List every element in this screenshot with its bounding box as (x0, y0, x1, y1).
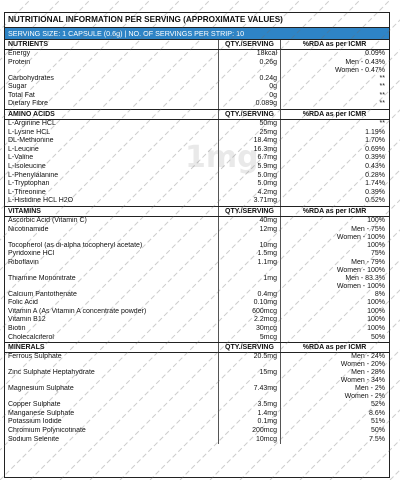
nutrient-rda (280, 50, 389, 59)
nutrition-table (4, 12, 390, 478)
nutrient-rda (280, 436, 389, 445)
nutrient-rda (280, 226, 389, 242)
nutrient-qty: 0.089g (218, 100, 280, 109)
col-rda-header: %RDA as per ICMR (280, 40, 389, 49)
nutrient-rda (280, 146, 389, 155)
table-row (5, 83, 389, 92)
table-row (5, 189, 389, 198)
table-sections (5, 39, 389, 444)
nutrient-name: L-Histidine HCL H2O (8, 197, 74, 205)
rda-line: 100% (367, 216, 385, 224)
nutrient-name: Cholecalciferol (8, 333, 54, 341)
nutrient-name: Biotin (8, 325, 26, 333)
nutrient-qty: 7.43mg (218, 385, 280, 401)
table-row (5, 226, 389, 242)
nutrient-name: L-Isoleucine (8, 162, 46, 170)
nutrient-name: Manganese Sulphate (8, 409, 75, 417)
table-row (5, 401, 389, 410)
table-row (5, 353, 389, 369)
nutrient-qty: 18kcal (218, 50, 280, 59)
nutrient-rda (280, 100, 389, 109)
nutrient-name: Tocopherol (as di-alpha tocopheryl acetate) (8, 241, 143, 249)
nutrient-qty: 6.7mg (218, 154, 280, 163)
nutrient-name: Vitamin A (As Vitamin A concentrate powder) (8, 307, 147, 315)
rda-line: Men - 28% (351, 369, 385, 377)
rda-line: 8% (374, 290, 385, 298)
nutrient-name: L-Leucine (8, 145, 39, 153)
section-header (5, 343, 389, 353)
rda-line: 50% (370, 427, 385, 435)
section-2 (5, 206, 389, 342)
table-row (5, 334, 389, 343)
nutrient-qty: 10mg (218, 242, 280, 251)
col-qty-header: QTY./SERVING (218, 343, 280, 352)
nutrient-rda (280, 353, 389, 369)
rda-line: 0.52% (365, 197, 385, 205)
nutrient-rda (280, 385, 389, 401)
col-name-header: MINERALS (8, 344, 45, 352)
rda-line: Women - 100% (336, 282, 385, 290)
table-row (5, 316, 389, 325)
nutrient-rda (280, 410, 389, 419)
nutrient-qty: 20.5mg (218, 353, 280, 369)
nutrient-rda (280, 92, 389, 101)
rda-line: 0.28% (365, 171, 385, 179)
nutrient-qty: 5mcg (218, 334, 280, 343)
nutrient-qty: 1.1mg (218, 259, 280, 275)
nutrient-rda (280, 369, 389, 385)
nutrient-rda (280, 401, 389, 410)
table-row (5, 92, 389, 101)
nutrient-rda (280, 250, 389, 259)
rda-line: ** (379, 100, 385, 108)
table-row (5, 100, 389, 109)
table-row (5, 197, 389, 206)
section-header (5, 40, 389, 50)
nutrient-rda (280, 163, 389, 172)
col-name-header: AMINO ACIDS (8, 110, 55, 118)
table-row (5, 259, 389, 275)
nutrient-qty: 0.10mg (218, 299, 280, 308)
rda-line: ** (379, 91, 385, 99)
rda-line: Men - 79% (351, 258, 385, 266)
nutrient-name: Sugar (8, 83, 27, 91)
col-rda-header: %RDA as per ICMR (280, 343, 389, 352)
nutrient-name: DL-Methionine (8, 137, 54, 145)
nutrient-qty: 2.2mcg (218, 316, 280, 325)
nutrient-qty: 10mcg (218, 436, 280, 445)
rda-line: Men - 24% (351, 353, 385, 361)
nutrient-qty: 1.5mg (218, 250, 280, 259)
nutrient-name: Calcium Pantothenate (8, 290, 77, 298)
nutrient-rda (280, 299, 389, 308)
table-row (5, 129, 389, 138)
table-row (5, 308, 389, 317)
nutrient-name: Magnesium Sulphate (8, 385, 74, 393)
nutrient-name: L-Phenylalanine (8, 171, 59, 179)
rda-line: 1.19% (365, 128, 385, 136)
col-qty-header: QTY./SERVING (218, 40, 280, 49)
nutrient-name: Dietary Fibre (8, 100, 49, 108)
nutrient-name: L-Lysine HCL (8, 128, 51, 136)
nutrient-name: Total Fat (8, 91, 35, 99)
rda-line: Women - 2% (344, 393, 385, 401)
col-qty-header: QTY./SERVING (218, 207, 280, 216)
nutrient-qty: 5.0mg (218, 180, 280, 189)
nutrient-rda (280, 418, 389, 427)
table-row (5, 410, 389, 419)
nutrient-rda (280, 137, 389, 146)
nutrient-qty: 0.4mg (218, 291, 280, 300)
nutrient-name: L-Tryptophan (8, 180, 50, 188)
nutrient-qty: 0g (218, 92, 280, 101)
nutrient-rda (280, 75, 389, 84)
nutrient-qty: 0g (218, 83, 280, 92)
nutrient-qty: 12mg (218, 226, 280, 242)
nutrient-name: L-Arginine HCL (8, 119, 56, 127)
col-rda-header: %RDA as per ICMR (280, 207, 389, 216)
rda-line: ** (379, 119, 385, 127)
nutrient-name: Vitamin B12 (8, 316, 46, 324)
rda-line: 51% (370, 418, 385, 426)
nutrient-rda (280, 242, 389, 251)
rda-line: 75% (370, 250, 385, 258)
nutrient-rda (280, 291, 389, 300)
rda-line: 0.43% (365, 162, 385, 170)
table-row (5, 250, 389, 259)
nutrient-rda (280, 83, 389, 92)
rda-line: ** (379, 74, 385, 82)
nutrient-name: Pyridoxine HCl (8, 250, 55, 258)
table-row (5, 299, 389, 308)
rda-line: Women - 20% (340, 361, 385, 369)
nutrient-rda (280, 334, 389, 343)
table-row (5, 325, 389, 334)
nutrient-qty: 50mg (218, 120, 280, 129)
rda-line: Men - 75% (351, 225, 385, 233)
nutrient-qty: 5.0mg (218, 172, 280, 181)
table-row (5, 242, 389, 251)
rda-line: 100% (367, 325, 385, 333)
rda-line: 52% (370, 401, 385, 409)
serving-size-band: SERVING SIZE: 1 CAPSULE (0.6g) | NO. OF SERVINGS PER STRIP: 10 (5, 28, 389, 39)
rda-line: 0.09% (365, 50, 385, 57)
section-header (5, 110, 389, 120)
rda-line: 100% (367, 241, 385, 249)
nutrient-name: Protein (8, 58, 31, 66)
nutrient-rda (280, 154, 389, 163)
table-row (5, 385, 389, 401)
nutrient-name: L-Valine (8, 154, 34, 162)
col-qty-header: QTY./SERVING (218, 110, 280, 119)
col-name-header: VITAMINS (8, 207, 41, 215)
rda-line: 0.39% (365, 188, 385, 196)
nutrient-qty: 5.9mg (218, 163, 280, 172)
rda-line: Women - 0.47% (334, 66, 385, 74)
table-row (5, 291, 389, 300)
nutrient-rda (280, 59, 389, 75)
nutrient-rda (280, 308, 389, 317)
nutrient-qty: 0.24g (218, 75, 280, 84)
nutrient-qty: 0.26g (218, 59, 280, 75)
nutrient-qty: 200mcg (218, 427, 280, 436)
section-0 (5, 39, 389, 109)
nutrient-name: Zinc Sulphate Heptahydrate (8, 369, 95, 377)
col-name-header: NUTRIENTS (8, 41, 49, 48)
nutrient-rda (280, 189, 389, 198)
table-title: NUTRITIONAL INFORMATION PER SERVING (APPROXIMATE VALUES) (5, 13, 389, 28)
rda-line: 0.39% (365, 154, 385, 162)
nutrient-qty: 30mcg (218, 325, 280, 334)
rda-line: Women - 34% (340, 377, 385, 385)
rda-line: 1.74% (365, 180, 385, 188)
rda-line: ** (379, 83, 385, 91)
table-row (5, 120, 389, 129)
nutrient-qty: 0.1mg (218, 418, 280, 427)
nutrient-qty: 1.4mg (218, 410, 280, 419)
section-header (5, 207, 389, 217)
nutrient-qty: 600mcg (218, 308, 280, 317)
table-row (5, 369, 389, 385)
table-row (5, 75, 389, 84)
nutrient-name: Folic Acid (8, 299, 38, 307)
rda-line: 8.6% (369, 409, 385, 417)
nutrient-rda (280, 120, 389, 129)
nutrient-name: Ferrous Sulphate (8, 353, 62, 361)
table-row (5, 436, 389, 445)
nutrient-name: Carbohydrates (8, 74, 54, 82)
nutrient-name: Energy (8, 50, 31, 57)
nutrient-rda (280, 197, 389, 206)
rda-line: 7.5% (369, 435, 385, 443)
rda-line: 100% (367, 307, 385, 315)
nutrient-qty: 3.71mg (218, 197, 280, 206)
nutrient-name: Copper Sulphate (8, 401, 61, 409)
nutrient-name: Riboflavin (8, 258, 39, 266)
nutrient-name: Sodium Selenite (8, 435, 59, 443)
section-3 (5, 342, 389, 444)
rda-line: 50% (370, 333, 385, 341)
nutrient-qty: 1mg (218, 275, 280, 291)
nutrient-rda (280, 275, 389, 291)
nutrient-qty: 16.3mg (218, 146, 280, 155)
table-row (5, 59, 389, 75)
rda-line: 1.70% (365, 137, 385, 145)
nutrient-name: Thiamine Mononitrate (8, 274, 76, 282)
table-row (5, 50, 389, 59)
table-row (5, 217, 389, 226)
col-rda-header: %RDA as per ICMR (280, 110, 389, 119)
nutrient-name: Ascorbic Acid (Vitamin C) (8, 216, 87, 224)
nutrient-qty: 4.2mg (218, 189, 280, 198)
nutrient-qty: 15mg (218, 369, 280, 385)
nutrient-name: Potassium Iodide (8, 418, 62, 426)
nutrient-qty: 3.5mg (218, 401, 280, 410)
nutrient-rda (280, 325, 389, 334)
nutrient-rda (280, 427, 389, 436)
nutrient-name: Nicotinamide (8, 225, 49, 233)
nutrient-qty: 18.4mg (218, 137, 280, 146)
nutrient-rda (280, 129, 389, 138)
nutrient-rda (280, 180, 389, 189)
watermark-logo: 1mg (185, 140, 259, 175)
table-row (5, 427, 389, 436)
table-row (5, 275, 389, 291)
rda-line: Men - 0.43% (345, 58, 385, 66)
nutrient-name: L-Threonine (8, 188, 46, 196)
nutrient-name: Chromium Polynicotinate (8, 427, 86, 435)
nutrient-rda (280, 259, 389, 275)
table-row (5, 180, 389, 189)
rda-line: 0.69% (365, 145, 385, 153)
nutrient-rda (280, 172, 389, 181)
rda-line: 100% (367, 316, 385, 324)
rda-line: Men - 83.3% (345, 274, 385, 282)
nutrient-qty: 25mg (218, 129, 280, 138)
rda-line: Women - 100% (336, 233, 385, 241)
nutrient-qty: 40mg (218, 217, 280, 226)
nutrient-rda (280, 316, 389, 325)
rda-line: Men - 2% (355, 385, 385, 393)
table-row (5, 418, 389, 427)
rda-line: 100% (367, 299, 385, 307)
rda-line: Women - 100% (336, 266, 385, 274)
nutrient-rda (280, 217, 389, 226)
